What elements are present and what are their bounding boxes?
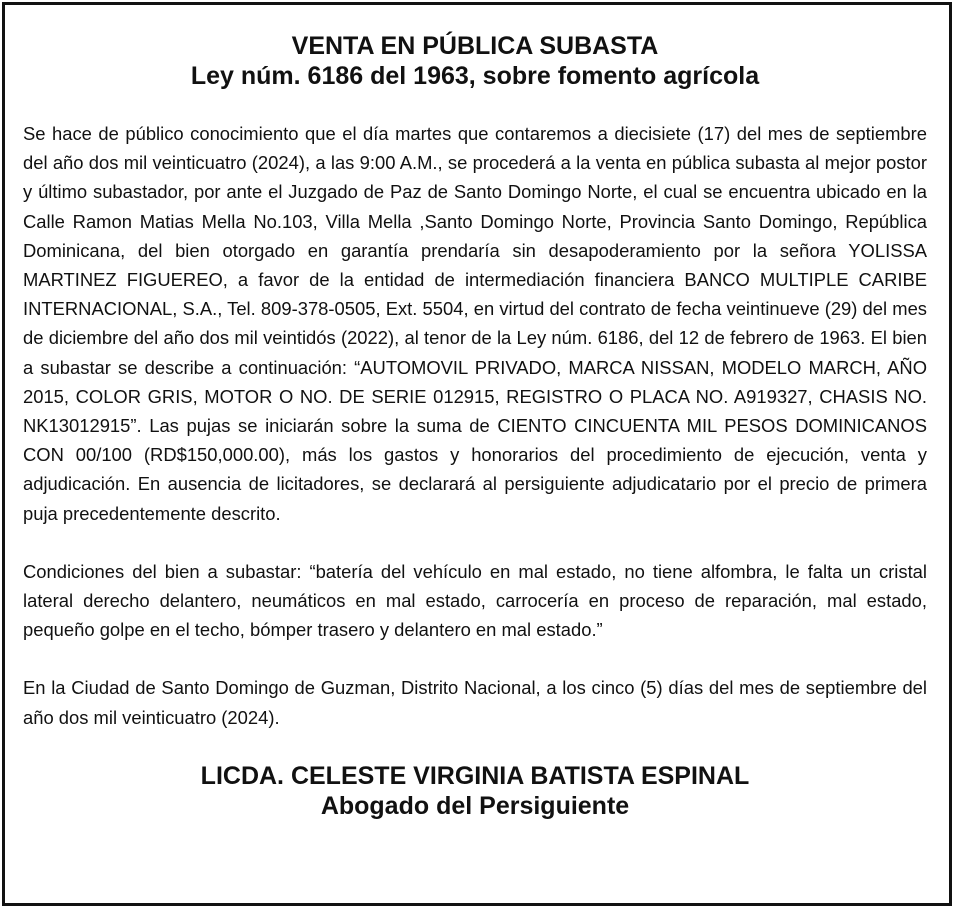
notice-content	[23, 5, 927, 903]
title-line-2: Ley núm. 6186 del 1963, sobre fomento agrícola	[190, 62, 760, 90]
notice-title	[23, 31, 927, 91]
signatory-name: LICDA. CELESTE VIRGINIA BATISTA ESPINAL	[200, 761, 750, 790]
notice-frame	[2, 2, 952, 906]
place-date-paragraph: En la Ciudad de Santo Domingo de Guzman, Distrito Nacional, a los cinco (5) días del mes de septiembre del año dos mil veinticuatro (2024).	[23, 677, 927, 728]
signatory-role: Abogado del Persiguiente	[320, 791, 630, 820]
signature-block	[23, 761, 927, 821]
auction-announcement-paragraph: Se hace de público conocimiento que el día martes que contaremos a diecisiete (17) del mes de septiembre del año dos mil veinticuatro (2024), a las 9:00 A.M., se procederá a la venta en pública subasta al mejor postor y último subastador, por ante el Juzgado de Paz de Santo Domingo Norte, el cual se encuentra ubicado en la Calle Ramon Matias Mella No.103, Villa Mella ,Santo Domingo Norte, Provincia Santo Domingo, República Dominicana, del bien otorgado en garantía prendaría sin desapoderamiento por la señora YOLISSA MARTINEZ FIGUEREO, a favor de la entidad de intermediación financiera BANCO MULTIPLE CARIBE INTERNACIONAL, S.A., Tel. 809-378-0505, Ext. 5504, en virtud del contrato de fecha veintinueve (29) del mes de diciembre del año dos mil veintidós (2022), al tenor de la Ley núm. 6186, del 12 de febrero de 1963. El bien a subastar se describe a continuación: “AUTOMOVIL PRIVADO, MARCA NISSAN, MODELO MARCH, AÑO 2015, COLOR GRIS, MOTOR O NO. DE SERIE 012915, REGISTRO O PLACA NO. A919327, CHASIS NO. NK13012915”. Las pujas se iniciarán sobre la suma de CIENTO CINCUENTA MIL PESOS DOMINICANOS CON 00/100 (RD$150,000.00), más los gastos y honorarios del procedimiento de ejecución, venta y adjudicación. En ausencia de licitadores, se declarará al persiguiente adjudicatario por el precio de primera puja precedentemente descrito.	[23, 123, 927, 524]
asset-conditions-paragraph: Condiciones del bien a subastar: “batería del vehículo en mal estado, no tiene alfombra, le falta un cristal lateral derecho delantero, neumáticos en mal estado, carrocería en proceso de reparación, mal estado, pequeño golpe en el techo, bómper trasero y delantero en mal estado.”	[23, 560, 927, 641]
title-line-1: VENTA EN PÚBLICA SUBASTA	[291, 32, 659, 60]
